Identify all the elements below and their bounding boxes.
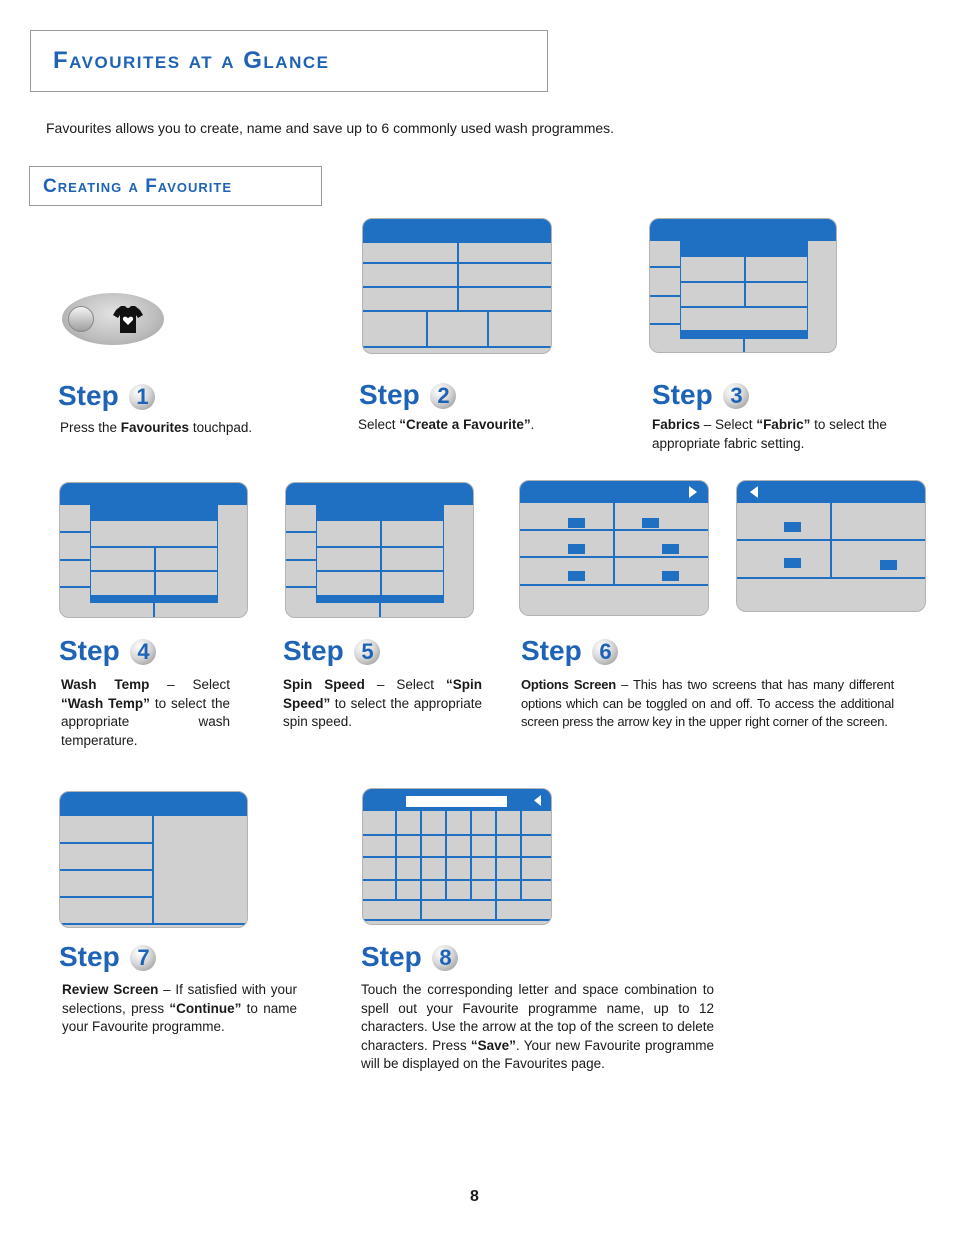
step-5-heading: Step 5 [283,635,380,667]
step-2-description: Select “Create a Favourite”. [358,417,535,432]
step-1-description: Press the Favourites touchpad. [60,420,253,435]
step-1-heading: Step 1 [58,380,155,412]
step-6-description: Options Screen – This has two screens that has many different options which can be toggled on and off. To access the additional screen press the arrow key in the upper right corner of the screen. [521,677,894,729]
screen-name-keyboard [362,788,552,925]
step-8-heading: Step 8 [361,941,458,973]
screen-spin-speed [285,482,474,618]
step-4-description: Wash Temp – Select “Wash Temp” to select the appropriate wash temperature. [61,677,230,748]
screen-wash-temp [59,482,248,618]
screen-review [59,791,248,928]
page-title: Favourites at a Glance [53,47,330,74]
screen-fabrics [649,218,837,353]
screen-options-2 [736,480,926,612]
delete-arrow-icon[interactable] [533,795,542,806]
name-entry-field[interactable] [406,796,507,807]
intro-text: Favourites allows you to create, name and save up to 6 commonly used wash programmes. [46,120,615,136]
step-4-heading: Step 4 [59,635,156,667]
step-5-description: Spin Speed – Select “Spin Speed” to select the appropriate spin speed. [283,677,482,729]
screen-create-favourite [362,218,552,354]
t-shirt-heart-icon [112,303,144,335]
step-6-heading: Step 6 [521,635,618,667]
step-7-description: Review Screen – If satisfied with your selections, press “Continue” to name your Favourite programme. [62,982,298,1034]
arrow-left-icon[interactable] [749,486,759,498]
favourites-touchpad[interactable] [62,293,164,345]
section-box [29,166,322,206]
title-box [30,30,548,92]
section-title: Creating a Favourite [43,176,233,197]
step-2-heading: Step 2 [359,379,456,411]
step-7-heading: Step 7 [59,941,156,973]
screen-options-1 [519,480,709,616]
step-8-description: Touch the corresponding letter and space combination to spell out your Favourite programme name, up to 12 characters. Use the arrow at the top of the screen to delete characters. Press “Save”. Your new Favourite programme will be displayed on the Favourites page. [361,982,714,1071]
arrow-right-icon[interactable] [688,486,698,498]
page-number: 8 [470,1188,479,1205]
step-3-heading: Step 3 [652,379,749,411]
touchpad-light-icon [68,306,94,332]
step-3-description: Fabrics – Select “Fabric” to select the appropriate fabric setting. [652,417,887,451]
